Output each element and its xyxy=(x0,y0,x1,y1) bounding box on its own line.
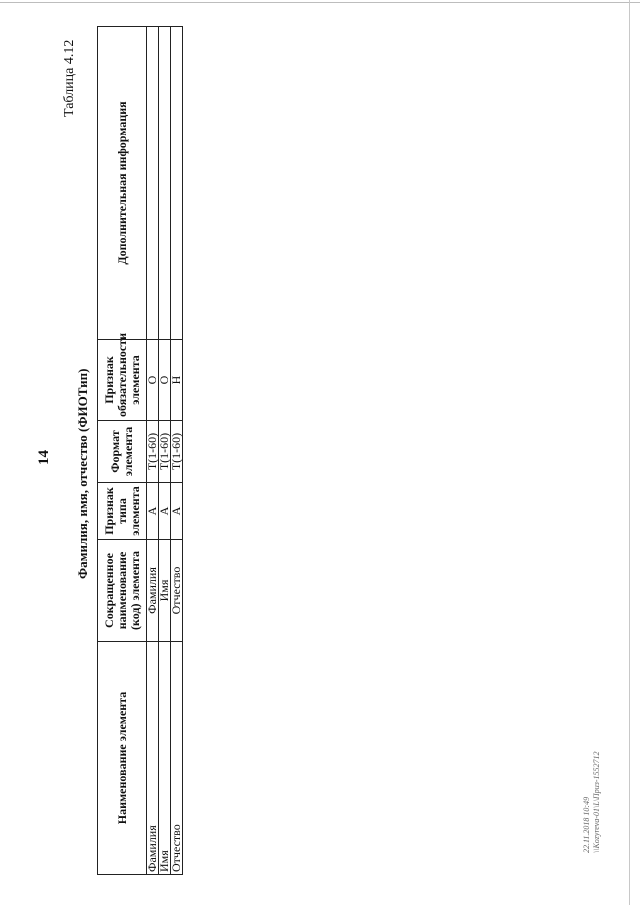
cell-element-name: Имя xyxy=(159,642,171,875)
cell-type-flag: A xyxy=(147,483,159,540)
cell-type-flag: A xyxy=(159,483,171,540)
cell-element-name: Фамилия xyxy=(147,642,159,875)
header-short-name: Сокращенное наименование (код) элемента xyxy=(98,540,147,642)
table-row xyxy=(171,27,183,875)
cell-short-name: Имя xyxy=(159,540,171,642)
cell-format: T(1-60) xyxy=(159,421,171,483)
header-additional-info: Дополнительная информация xyxy=(98,27,147,340)
header-type-flag: Признак типа элемента xyxy=(98,483,147,540)
table-label: Таблица 4.12 xyxy=(62,39,77,117)
data-table xyxy=(97,26,183,875)
header-element-name: Наименование элемента xyxy=(98,642,147,875)
cell-required-flag: O xyxy=(147,340,159,421)
header-required-flag: Признак обязательности элемента xyxy=(98,340,147,421)
footer-stamp xyxy=(582,752,602,853)
header-row xyxy=(98,27,147,875)
footer-stamp-path: \\Kozyreva-01\L\Приз-1552712 xyxy=(592,751,601,853)
cell-type-flag: A xyxy=(171,483,183,540)
cell-element-name: Отчество xyxy=(171,642,183,875)
page-number: 14 xyxy=(36,450,52,465)
footer-stamp-date: 22.11.2018 10:49 xyxy=(582,796,591,853)
cell-additional-info xyxy=(171,27,183,340)
header-format: Формат элемента xyxy=(98,421,147,483)
cell-short-name: Фамилия xyxy=(147,540,159,642)
cell-short-name: Отчество xyxy=(171,540,183,642)
cell-required-flag: O xyxy=(159,340,171,421)
cell-format: T(1-60) xyxy=(147,421,159,483)
table-title: Фамилия, имя, отчество (ФИОТип) xyxy=(75,368,90,579)
cell-additional-info xyxy=(147,27,159,340)
cell-required-flag: H xyxy=(171,340,183,421)
cell-additional-info xyxy=(159,27,171,340)
cell-format: T(1-60) xyxy=(171,421,183,483)
